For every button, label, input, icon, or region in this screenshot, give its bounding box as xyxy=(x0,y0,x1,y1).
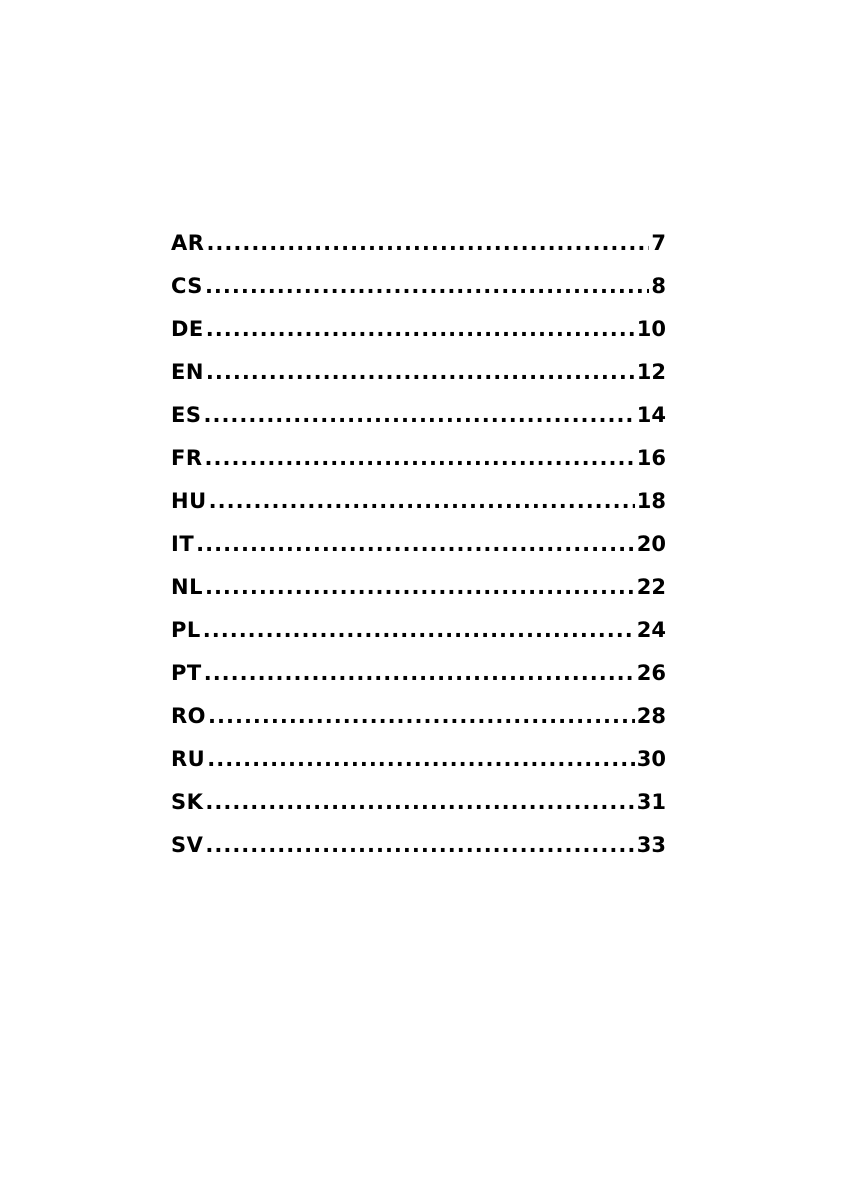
toc-dot-leader xyxy=(203,614,635,646)
toc-entry-sk[interactable] xyxy=(171,786,666,829)
toc-language-code: CS xyxy=(171,274,203,298)
toc-entry-es[interactable] xyxy=(171,399,666,442)
toc-entry-ro[interactable] xyxy=(171,700,666,743)
toc-dot-leader xyxy=(207,743,635,775)
toc-language-code: IT xyxy=(171,532,195,556)
toc-dot-leader xyxy=(196,528,635,560)
toc-entry-de[interactable] xyxy=(171,313,666,356)
toc-entry-fr[interactable] xyxy=(171,442,666,485)
toc-language-code: PT xyxy=(171,661,202,685)
toc-dot-leader xyxy=(206,356,635,388)
toc-page-number: 12 xyxy=(636,360,666,384)
toc-language-code: PL xyxy=(171,618,201,642)
toc-dot-leader xyxy=(205,270,649,302)
toc-entry-en[interactable] xyxy=(171,356,666,399)
toc-dot-leader xyxy=(203,399,634,431)
toc-entry-it[interactable] xyxy=(171,528,666,571)
toc-dot-leader xyxy=(204,657,635,689)
toc-page-number: 24 xyxy=(636,618,666,642)
toc-language-code: AR xyxy=(171,231,205,255)
toc-page-number: 28 xyxy=(636,704,666,728)
toc-entry-hu[interactable] xyxy=(171,485,666,528)
toc-entry-ar[interactable] xyxy=(171,227,666,270)
toc-language-code: SV xyxy=(171,833,204,857)
toc-dot-leader xyxy=(206,227,649,259)
toc-page-number: 14 xyxy=(636,403,666,427)
toc-language-code: NL xyxy=(171,575,203,599)
toc-page-number: 7 xyxy=(651,231,666,255)
toc-dot-leader xyxy=(206,313,635,345)
toc-dot-leader xyxy=(205,829,634,861)
toc-entry-ru[interactable] xyxy=(171,743,666,786)
toc-language-code: ES xyxy=(171,403,202,427)
toc-entry-nl[interactable] xyxy=(171,571,666,614)
toc-page-number: 10 xyxy=(636,317,666,341)
toc-dot-leader xyxy=(205,786,634,818)
toc-language-code: SK xyxy=(171,790,204,814)
toc-page-number: 22 xyxy=(636,575,666,599)
toc-page-number: 20 xyxy=(636,532,666,556)
toc-page-number: 33 xyxy=(636,833,666,857)
toc-entry-sv[interactable] xyxy=(171,829,666,872)
toc-page-number: 18 xyxy=(636,489,666,513)
toc-language-code: RU xyxy=(171,747,206,771)
toc-page-number: 26 xyxy=(636,661,666,685)
toc-entry-cs[interactable] xyxy=(171,270,666,313)
table-of-contents xyxy=(171,227,666,872)
toc-dot-leader xyxy=(205,442,635,474)
toc-language-code: HU xyxy=(171,489,207,513)
toc-language-code: RO xyxy=(171,704,207,728)
toc-entry-pt[interactable] xyxy=(171,657,666,700)
toc-language-code: EN xyxy=(171,360,204,384)
toc-language-code: FR xyxy=(171,446,203,470)
toc-entry-pl[interactable] xyxy=(171,614,666,657)
toc-dot-leader xyxy=(208,700,635,732)
toc-page-number: 30 xyxy=(636,747,666,771)
toc-language-code: DE xyxy=(171,317,204,341)
toc-page-number: 31 xyxy=(636,790,666,814)
toc-dot-leader xyxy=(205,571,635,603)
toc-dot-leader xyxy=(209,485,635,517)
toc-page-number: 16 xyxy=(636,446,666,470)
toc-page-number: 8 xyxy=(651,274,666,298)
